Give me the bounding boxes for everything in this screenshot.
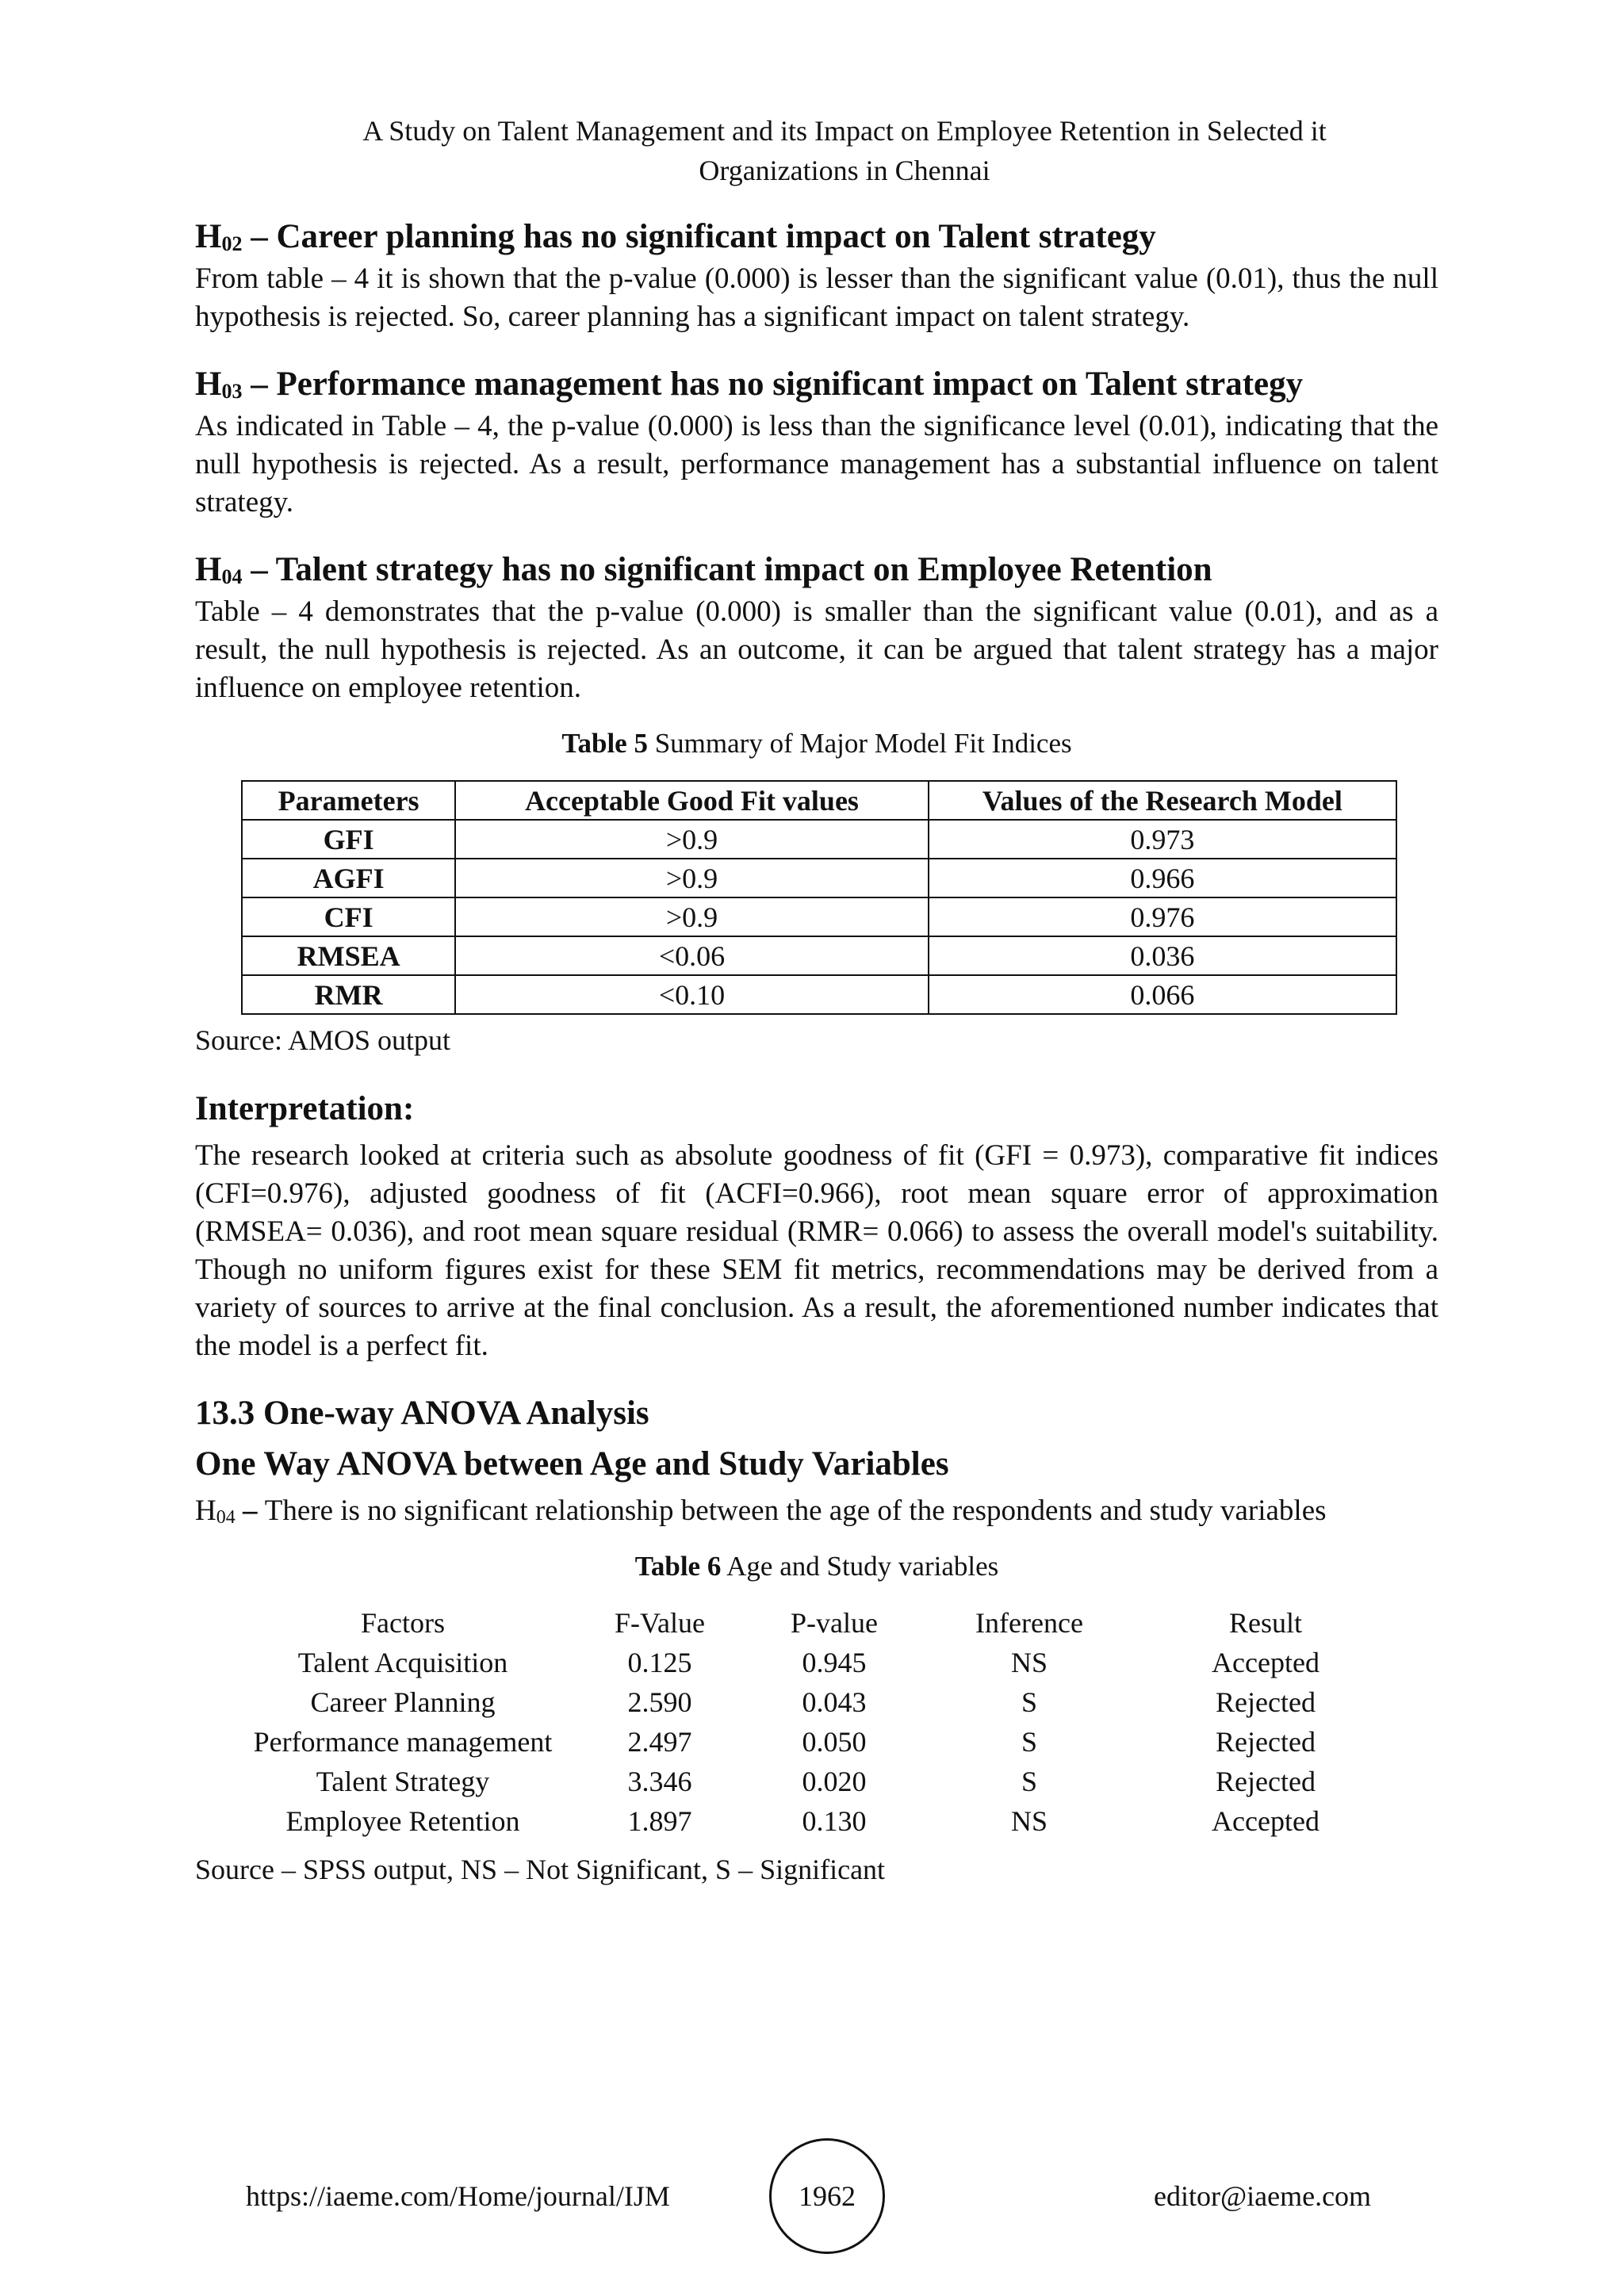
table-row — [243, 1762, 1385, 1801]
hypothesis-body-h02: From table – 4 it is shown that the p-value (0.000) is lesser than the significant value (0.01), thus the null hypothesis is rejected. So, career planning has a significant impact on talent strategy. — [195, 262, 1438, 333]
heading-title: – Talent strategy has no significant impact on Employee Retention — [242, 551, 1212, 588]
table-cell: 0.976 — [929, 897, 1396, 936]
table-cell: Accepted — [1212, 1805, 1320, 1837]
table-row — [242, 936, 1396, 975]
heading-prefix: H — [195, 365, 222, 403]
anova-table — [243, 1603, 1385, 1841]
main-content — [195, 214, 1438, 1915]
column-header: P-value — [791, 1607, 878, 1639]
running-header — [317, 111, 1372, 190]
running-header-line-1: A Study on Talent Management and its Impact on Employee Retention in Selected it — [362, 115, 1327, 147]
hypothesis-heading-h04 — [195, 547, 1438, 593]
caption-label: Table 5 — [561, 728, 648, 759]
table-5-source: Source: AMOS output — [195, 1024, 451, 1056]
column-header: Inference — [975, 1607, 1083, 1639]
table-cell: 0.066 — [929, 975, 1396, 1014]
hypothesis-dash: – — [235, 1494, 265, 1527]
table-cell: Employee Retention — [285, 1805, 520, 1837]
heading-title: – Career planning has no significant impact on Talent strategy — [242, 218, 1156, 255]
running-header-line-2: Organizations in Chennai — [699, 155, 990, 186]
table-cell: Talent Strategy — [316, 1766, 490, 1797]
table-cell: AGFI — [242, 859, 455, 897]
hypothesis-heading-h02 — [195, 214, 1438, 260]
hypothesis-body-h03: As indicated in Table – 4, the p-value (0.000) is less than the significance level (0.01), indicating that the null hypothesis is rejected. As a result, performance management has a substantial influence on talent strategy. — [195, 410, 1438, 519]
anova-section-heading: 13.3 One-way ANOVA Analysis — [195, 1395, 649, 1432]
table-cell: NS — [1010, 1805, 1048, 1837]
table-6-caption — [195, 1548, 1438, 1586]
table-cell: 3.346 — [627, 1766, 692, 1797]
table-row — [242, 859, 1396, 897]
table-cell: 0.130 — [802, 1805, 867, 1837]
hypothesis-text: There is no significant relationship between the age of the respondents and study variables — [264, 1494, 1327, 1527]
table-5-caption — [195, 725, 1438, 763]
table-cell: Accepted — [1212, 1647, 1320, 1678]
table-cell: S — [1021, 1766, 1038, 1797]
caption-label: Table 6 — [634, 1551, 722, 1582]
table-header-row — [243, 1603, 1385, 1643]
table-cell: RMSEA — [242, 936, 455, 975]
table-header-row — [242, 781, 1396, 820]
table-cell: 0.036 — [929, 936, 1396, 975]
table-cell: 0.043 — [802, 1686, 867, 1718]
table-row — [242, 975, 1396, 1014]
column-header: Result — [1228, 1607, 1302, 1639]
table-row — [242, 897, 1396, 936]
table-cell: 0.125 — [627, 1647, 692, 1678]
table-cell: >0.9 — [455, 859, 928, 897]
heading-title: – Performance management has no significant impact on Talent strategy — [242, 365, 1304, 403]
footer-url: https://iaeme.com/Home/journal/IJM — [246, 2180, 670, 2212]
table-row — [243, 1682, 1385, 1722]
page-number: 1962 — [799, 2180, 856, 2212]
heading-subscript: 04 — [221, 565, 243, 588]
column-header: Acceptable Good Fit values — [455, 781, 928, 820]
table-cell: 0.945 — [802, 1647, 867, 1678]
table-row — [243, 1722, 1385, 1762]
table-cell: RMR — [242, 975, 455, 1014]
column-header: Values of the Research Model — [929, 781, 1396, 820]
interpretation-body: The research looked at criteria such as absolute goodness of fit (GFI = 0.973), comparative fit indices (CFI=0.976), adjusted goodness of fit (ACFI=0.966), root mean square error of approximation (RMSEA= 0.036), and root mean square residual (RMR= 0.066) to assess the overall model's suitability. Though no uniform figures exist for these SEM fit metrics, recommendations may be derived from a variety of sources to arrive at the final conclusion. As a result, the aforementioned number indicates that the model is a perfect fit. — [195, 1139, 1438, 1362]
footer-email: editor@iaeme.com — [1154, 2180, 1372, 2212]
table-cell: 0.966 — [929, 859, 1396, 897]
table-cell: Rejected — [1216, 1686, 1316, 1718]
table-cell: >0.9 — [455, 897, 928, 936]
heading-prefix: H — [195, 218, 222, 255]
column-header: Factors — [361, 1607, 445, 1639]
table-cell: Rejected — [1216, 1726, 1316, 1758]
heading-subscript: 03 — [221, 380, 243, 403]
table-6-source: Source – SPSS output, NS – Not Significant, S – Significant — [195, 1854, 886, 1885]
hypothesis-heading-h03 — [195, 362, 1438, 408]
anova-hypothesis — [195, 1492, 1438, 1530]
table-cell: Performance management — [253, 1726, 553, 1758]
table-cell: CFI — [242, 897, 455, 936]
table-cell: Talent Acquisition — [297, 1647, 508, 1678]
table-cell: 1.897 — [627, 1805, 692, 1837]
table-cell: GFI — [242, 820, 455, 859]
table-cell: Career Planning — [310, 1686, 496, 1718]
hypothesis-body-h04: Table – 4 demonstrates that the p-value (0.000) is smaller than the significant value (0.01), and as a result, the null hypothesis is rejected. As an outcome, it can be argued that talent strategy has a major influence on employee retention. — [195, 595, 1438, 704]
anova-sub-heading: One Way ANOVA between Age and Study Variables — [195, 1445, 949, 1483]
table-cell: S — [1021, 1686, 1038, 1718]
table-cell: <0.06 — [455, 936, 928, 975]
heading-subscript: 02 — [221, 232, 243, 255]
column-header: Parameters — [242, 781, 455, 820]
caption-text: Summary of Major Model Fit Indices — [647, 728, 1072, 759]
table-cell: 2.497 — [627, 1726, 692, 1758]
table-cell: Rejected — [1216, 1766, 1316, 1797]
heading-prefix: H — [195, 551, 222, 588]
table-cell: 0.973 — [929, 820, 1396, 859]
table-row — [243, 1643, 1385, 1682]
page-number-badge — [769, 2138, 885, 2254]
table-cell: 0.050 — [802, 1726, 867, 1758]
table-row — [243, 1801, 1385, 1841]
caption-text: Age and Study variables — [721, 1551, 999, 1582]
table-cell: NS — [1010, 1647, 1048, 1678]
hypothesis-prefix: H — [195, 1494, 216, 1527]
interpretation-heading: Interpretation: — [195, 1090, 415, 1127]
hypothesis-subscript: 04 — [216, 1507, 236, 1528]
table-cell: <0.10 — [455, 975, 928, 1014]
table-cell: S — [1021, 1726, 1038, 1758]
column-header: F-Value — [615, 1607, 705, 1639]
table-cell: 0.020 — [802, 1766, 867, 1797]
model-fit-table — [241, 780, 1397, 1015]
table-row — [242, 820, 1396, 859]
table-cell: >0.9 — [455, 820, 928, 859]
table-cell: 2.590 — [627, 1686, 692, 1718]
